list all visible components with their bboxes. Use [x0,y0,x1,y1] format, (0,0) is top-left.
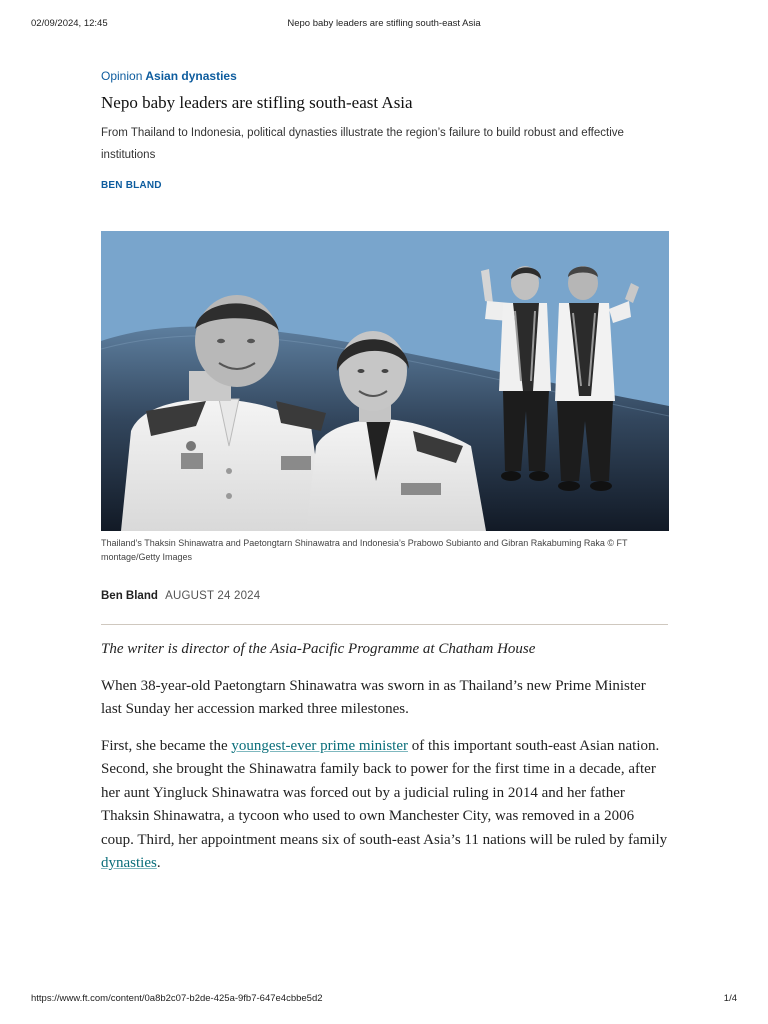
paragraph-1: When 38-year-old Paetongtarn Shinawatra was sworn in as Thailand’s new Prime Minister last Sunday her accession marked three milestones. [101,677,646,717]
article-meta [101,590,669,602]
author-intro: The writer is director of the Asia-Pacific Programme at Chatham House [101,641,536,657]
hero-image [101,231,669,531]
publish-date: AUGUST 24 2024 [165,590,261,602]
hero-montage-illustration [101,231,669,531]
topic-link[interactable]: Asian dynasties [145,69,237,83]
paragraph-2-text-a: First, she became the [101,737,232,754]
youngest-ever-pm-link[interactable]: youngest-ever prime minister [231,737,409,754]
print-url: https://www.ft.com/content/0a8b2c07-b2de-425a-9fb7-647e4cbbe5d2 [31,993,323,1004]
print-datetime: 02/09/2024, 12:45 [31,18,108,29]
author-link[interactable]: Ben Bland [101,590,158,602]
paragraph-2 [101,735,669,876]
article-header [101,68,669,191]
print-page-title: Nepo baby leaders are stifling south-east Asia [287,18,481,29]
dynasties-link[interactable]: dynasties [101,855,157,871]
print-page-number: 1/4 [723,993,737,1004]
print-footer [31,993,737,1005]
standfirst: From Thailand to Indonesia, political dynasties illustrate the region’s failure to build robust and effective institutions [101,127,624,161]
paragraph-2-text-c: . [156,855,161,871]
byline-author-link[interactable]: BEN BLAND [101,180,162,191]
article-body [101,638,669,889]
print-header [31,18,737,30]
image-caption: Thailand’s Thaksin Shinawatra and Paetongtarn Shinawatra and Indonesia’s Prabowo Subianto and Gibran Rakabuming Raka © FT montage/Getty Images [101,538,628,562]
meta-divider [101,624,668,625]
article-topic [101,68,669,84]
section-label[interactable]: Opinion [101,69,143,83]
paragraph-2-text-b: of this important south-east Asian nation. Second, she brought the Shinawatra family back to power for the first time in a decade, after her aunt Yingluck Shinawatra was forced out by a judicial ruling in 2014 and her father Thaksin Shinawatra, a tycoon who used to own Manchester City, was removed in a 2006 coup. Third, her appointment means six of south-east Asia’s 11 nations will be ruled by family [101,737,668,848]
headline: Nepo baby leaders are stifling south-east Asia [101,93,413,112]
